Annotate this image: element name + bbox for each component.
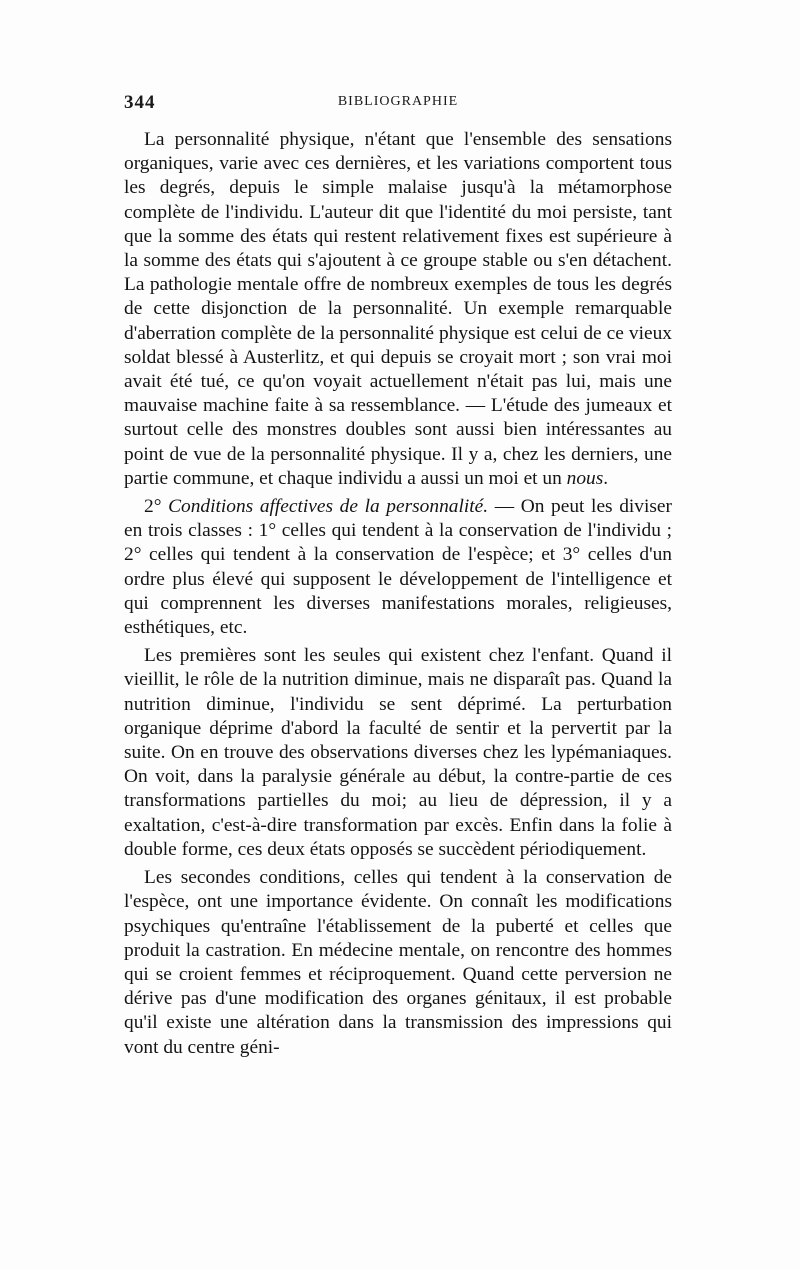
- paragraph-text: La personnalité physique, n'étant que l'ensemble des sensations organiques, varie avec ces dernières, et les variations comportent tous les degrés, depuis le simple malaise jusqu'à la métamorphose complète de l'individu. L'auteur dit que l'identité du moi persiste, tant que la somme des états qui restent relativement fixes est supérieure à la somme des états qui s'ajoutent à ce groupe stable ou s'en détachent. La pathologie mentale offre de nombreux exemples de tous les degrés de cette disjonction de la personnalité. Un exemple remarquable d'aberration complète de la personnalité physique est celui de ce vieux soldat blessé à Austerlitz, et qui depuis se croyait mort ; son vrai moi avait été tué, ce qu'on voyait actuellement n'était pas lui, mais une mauvaise machine faite à sa ressemblance. — L'étude des jumeaux et surtout celle des monstres doubles sont aussi bien intéressantes au point de vue de la personnalité physique. Il y a, chez les derniers, une partie commune, et chaque individu a aussi un moi et un: [124, 129, 672, 489]
- body-text: [124, 128, 672, 1060]
- paragraph-conditions-affectives: [124, 495, 672, 640]
- paragraph-punctuation: .: [603, 467, 609, 489]
- page-number: 344: [124, 92, 156, 113]
- paragraph-text: — On peut les diviser en trois classes : 1° celles qui tendent à la conservation de l'individu ; 2° celles qui tendent à la conservation de l'espèce; et 3° celles d'un ordre plus élevé qui supposent le développement de l'intelligence et qui comprennent les diverses manifestations morales, religieuses, esthétiques, etc.: [124, 496, 672, 639]
- section-number: 2°: [144, 496, 162, 518]
- paragraph-premieres-conditions: [124, 644, 672, 862]
- page-header: [124, 92, 672, 116]
- section-heading: Conditions affectives de la personnalité.: [168, 496, 489, 518]
- paragraph-text: Les secondes conditions, celles qui tendent à la conservation de l'espèce, ont une importance évidente. On connaît les modifications psychiques qu'entraîne l'établissement de la puberté et celles que produit la castration. En médecine mentale, on rencontre des hommes qui se croient femmes et réciproquement. Quand cette perversion ne dérive pas d'une modification des organes génitaux, il est probable qu'il existe une altération dans la transmission des impressions qui vont du centre géni-: [124, 867, 672, 1058]
- paragraph-personnalite-physique: [124, 128, 672, 491]
- paragraph-text: Les premières sont les seules qui existent chez l'enfant. Quand il vieillit, le rôle de la nutrition diminue, mais ne disparaît pas. Quand la nutrition diminue, l'individu se sent déprimé. La perturbation organique déprime d'abord la faculté de sentir et la pervertit par la suite. On en trouve des observations diverses chez les lypémaniaques. On voit, dans la paralysie générale au début, la contre-partie de ces transformations partielles du moi; au lieu de dépression, il y a exaltation, c'est-à-dire transformation par excès. Enfin dans la folie à double forme, ces deux états opposés se succèdent périodiquement.: [124, 645, 672, 860]
- italic-word: nous: [566, 467, 604, 489]
- running-title: BIBLIOGRAPHIE: [337, 94, 459, 109]
- paragraph-secondes-conditions: [124, 866, 672, 1060]
